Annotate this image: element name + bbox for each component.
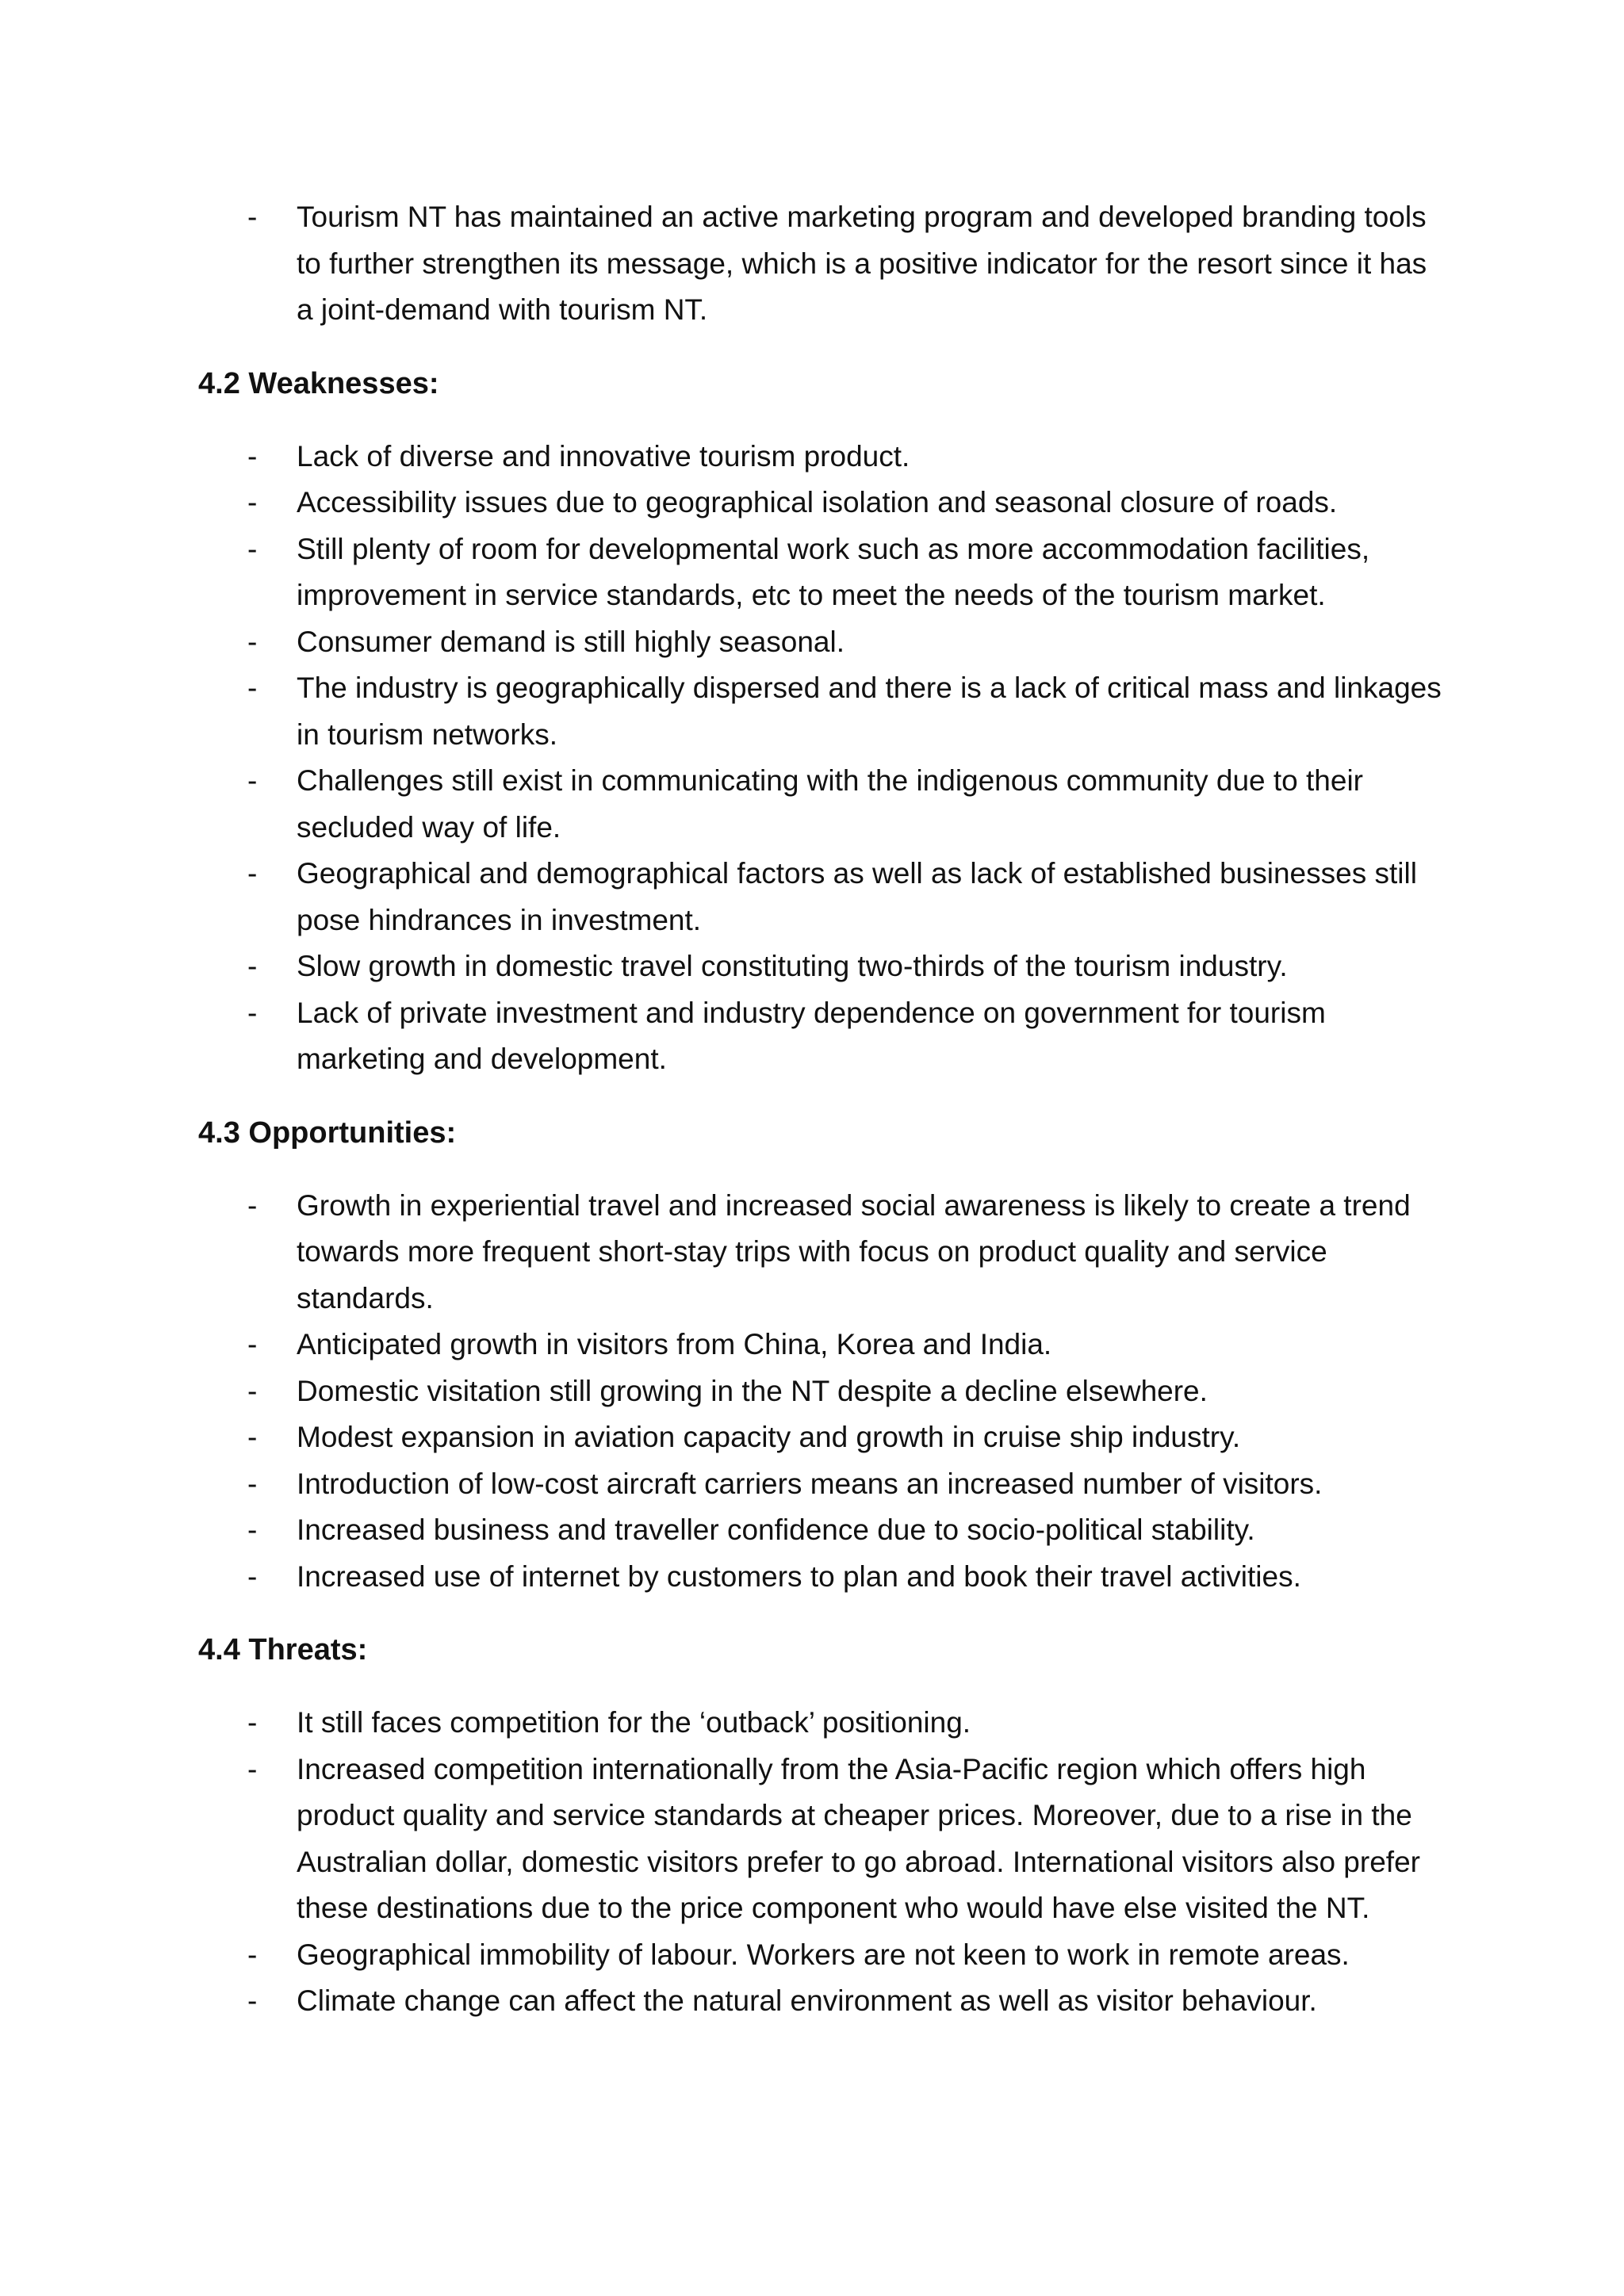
dash-bullet: - [247, 1467, 258, 1500]
opportunities-section [198, 1110, 1451, 1601]
section-heading-weaknesses: 4.2 Weaknesses: [198, 366, 439, 400]
list-item-text: Domestic visitation still growing in the NT despite a decline elsewhere. [297, 1374, 1208, 1407]
dash-bullet: - [247, 1328, 258, 1360]
list-item-text: Geographical and demographical factors as well as lack of established businesses still pose hindrances in investment. [297, 857, 1417, 936]
list-item [198, 1978, 1451, 2025]
list-item-text: Lack of diverse and innovative tourism product. [297, 439, 910, 473]
dash-bullet: - [247, 201, 258, 233]
list-item-text: The industry is geographically dispersed and there is a lack of critical mass and linkages in tourism networks. [297, 672, 1442, 751]
list-item [198, 1183, 1451, 1322]
list-item [198, 943, 1451, 990]
list-item-text: Consumer demand is still highly seasonal. [297, 625, 845, 658]
list-item-text: Still plenty of room for developmental work such as more accommodation facilities, improvement in service standards, etc to meet the needs of the tourism market. [297, 532, 1370, 611]
intro-list [198, 194, 1451, 334]
list-item-text: Slow growth in domestic travel constituting two-thirds of the tourism industry. [297, 950, 1288, 982]
list-item [198, 1507, 1451, 1554]
threats-list [198, 1700, 1451, 2025]
list-item-text: It still faces competition for the ‘outback’ positioning. [297, 1706, 971, 1739]
dash-bullet: - [247, 950, 258, 982]
page-content [198, 194, 1451, 2052]
list-item [198, 1322, 1451, 1368]
list-item-text: Modest expansion in aviation capacity and growth in cruise ship industry. [297, 1421, 1241, 1453]
list-item-text: Accessibility issues due to geographical isolation and seasonal closure of roads. [297, 486, 1338, 519]
list-item [198, 1368, 1451, 1415]
list-item [198, 619, 1451, 666]
list-item [198, 434, 1451, 480]
list-item-text: Increased use of internet by customers to plan and book their travel activities. [297, 1559, 1301, 1593]
dash-bullet: - [247, 764, 258, 797]
weaknesses-section [198, 361, 1451, 1083]
list-item-text: Tourism NT has maintained an active marketing program and developed branding tools to further strengthen its message, which is a positive indicator for the resort since it has a joint-demand with tourism NT. [297, 201, 1427, 326]
threats-section [198, 1627, 1451, 2025]
list-item-text: Increased business and traveller confidence due to socio-political stability. [297, 1513, 1255, 1546]
dash-bullet: - [247, 1706, 258, 1739]
list-item [198, 1747, 1451, 1932]
dash-bullet: - [247, 486, 258, 519]
list-item [198, 480, 1451, 526]
list-item-text: Introduction of low-cost aircraft carriers means an increased number of visitors. [297, 1467, 1323, 1500]
list-item [198, 1554, 1451, 1601]
list-item-text: Lack of private investment and industry dependence on government for tourism marketing and development. [297, 996, 1326, 1075]
dash-bullet: - [247, 1559, 258, 1593]
list-item [198, 665, 1451, 758]
list-item [198, 526, 1451, 619]
list-item [198, 758, 1451, 851]
list-item-text: Increased competition internationally from the Asia-Pacific region which offers high product quality and service standards at cheaper prices. Moreover, due to a rise in the Australian dollar, domestic visitors prefer to go abroad. International visitors also prefer these destinations due to the price component who would have else visited the NT. [297, 1752, 1420, 1924]
list-item-text: Climate change can affect the natural environment as well as visitor behaviour. [297, 1984, 1317, 2017]
list-item-text: Geographical immobility of labour. Workers are not keen to work in remote areas. [297, 1938, 1350, 1971]
dash-bullet: - [247, 532, 258, 565]
dash-bullet: - [247, 1421, 258, 1453]
list-item [198, 194, 1451, 334]
list-item [198, 1932, 1451, 1979]
dash-bullet: - [247, 857, 258, 890]
list-item [198, 990, 1451, 1083]
dash-bullet: - [247, 625, 258, 658]
dash-bullet: - [247, 1188, 258, 1222]
dash-bullet: - [247, 996, 258, 1029]
dash-bullet: - [247, 1374, 258, 1407]
list-item [198, 1700, 1451, 1747]
dash-bullet: - [247, 439, 258, 473]
opportunities-list [198, 1183, 1451, 1601]
weaknesses-list [198, 434, 1451, 1083]
section-heading-threats: 4.4 Threats: [198, 1633, 368, 1667]
list-item-text: Growth in experiential travel and increased social awareness is likely to create a trend towards more frequent short-stay trips with focus on product quality and service standards. [297, 1188, 1411, 1314]
dash-bullet: - [247, 1938, 258, 1971]
dash-bullet: - [247, 672, 258, 704]
dash-bullet: - [247, 1984, 258, 2017]
list-item [198, 1414, 1451, 1461]
list-item [198, 1461, 1451, 1508]
intro-section [198, 194, 1451, 334]
list-item [198, 851, 1451, 943]
dash-bullet: - [247, 1513, 258, 1546]
section-heading-opportunities: 4.3 Opportunities: [198, 1115, 457, 1150]
list-item-text: Anticipated growth in visitors from China, Korea and India. [297, 1328, 1052, 1360]
dash-bullet: - [247, 1752, 258, 1785]
list-item-text: Challenges still exist in communicating with the indigenous community due to their secluded way of life. [297, 764, 1364, 844]
